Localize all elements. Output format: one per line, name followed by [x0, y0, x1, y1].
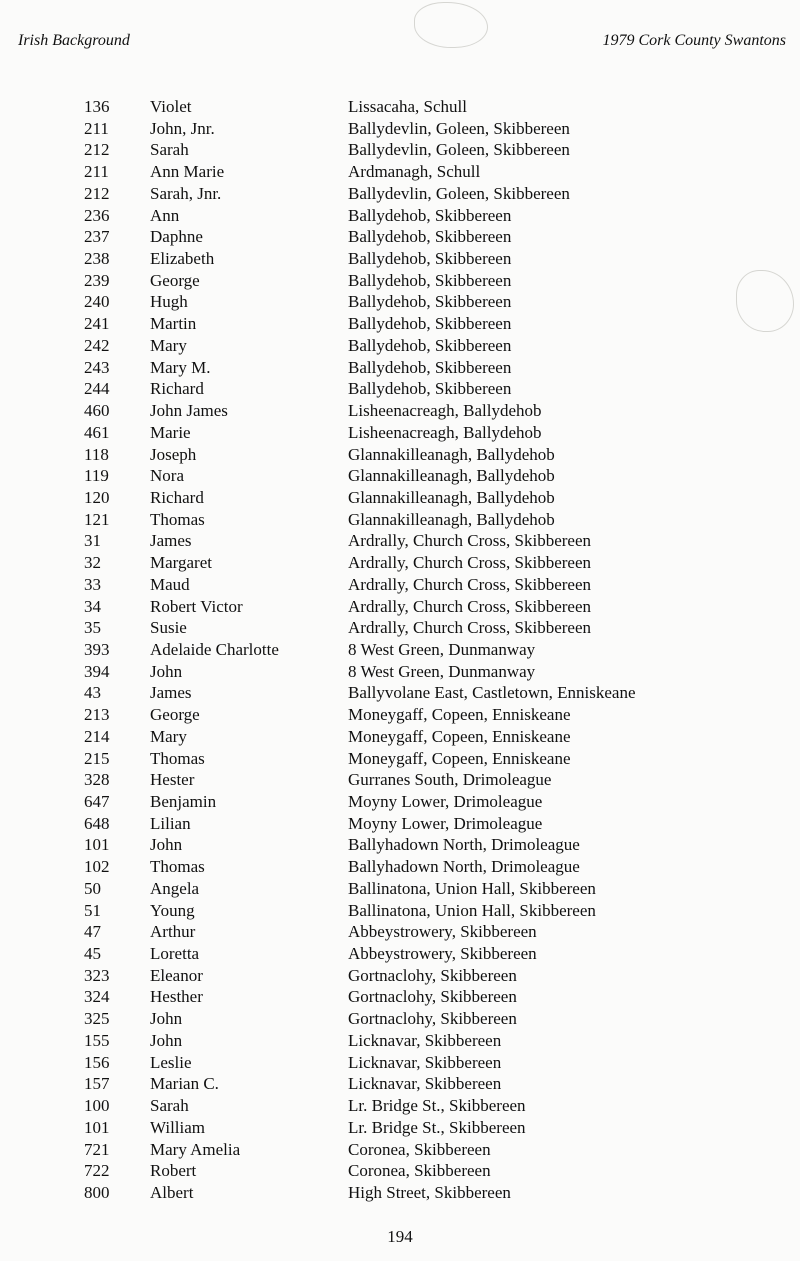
entry-name: Elizabeth: [150, 249, 215, 269]
entry-place: Glannakilleanagh, Ballydehob: [348, 487, 555, 507]
entry-number: 461: [84, 422, 110, 442]
running-header-right: 1979 Cork County Swantons: [602, 32, 786, 49]
entry-number: 241: [84, 314, 110, 334]
entry-number: 100: [84, 1096, 110, 1116]
entry-place: Ardrally, Church Cross, Skibbereen: [348, 553, 591, 573]
entry-place: Abbeystrowery, Skibbereen: [348, 944, 537, 964]
list-item: [0, 921, 800, 943]
list-item: [0, 986, 800, 1008]
entry-place: Glannakilleanagh, Ballydehob: [348, 466, 555, 486]
entry-place: Gortnaclohy, Skibbereen: [348, 987, 517, 1007]
entry-number: 323: [84, 965, 110, 985]
entry-place: Gortnaclohy, Skibbereen: [348, 1009, 517, 1029]
entry-name: Marie: [150, 422, 191, 442]
entry-number: 136: [84, 97, 110, 116]
entry-name: John: [150, 835, 183, 855]
entry-number: 328: [84, 770, 110, 790]
entry-number: 238: [84, 249, 110, 269]
entry-number: 33: [84, 574, 101, 594]
entry-name: Mary: [150, 726, 187, 746]
list-item: [0, 834, 800, 856]
entry-place: Ballydehob, Skibbereen: [348, 249, 512, 269]
entry-place: Ballydehob, Skibbereen: [348, 270, 512, 290]
entry-number: 242: [84, 335, 110, 355]
entry-name: Richard: [150, 379, 204, 399]
list-item: [0, 1008, 800, 1030]
entry-number: 244: [84, 379, 110, 399]
entry-name: Hesther: [150, 987, 203, 1007]
entry-number: 211: [84, 162, 109, 182]
entry-name: Sarah: [150, 1096, 189, 1116]
entry-name: Maud: [150, 574, 190, 594]
entry-number: 50: [84, 878, 101, 898]
entry-name: Benjamin: [150, 792, 217, 811]
list-item: [0, 139, 800, 161]
entry-name: Marian C.: [150, 1074, 219, 1094]
entry-number: 155: [84, 1030, 110, 1050]
list-item: [0, 661, 800, 683]
entry-number: 47: [84, 922, 101, 942]
list-item: [0, 769, 800, 791]
entry-name: Martin: [150, 314, 197, 334]
list-item: [0, 313, 800, 335]
list-item: [0, 1052, 800, 1074]
entry-place: Ballinatona, Union Hall, Skibbereen: [348, 900, 596, 920]
entry-place: Ardrally, Church Cross, Skibbereen: [348, 574, 591, 594]
entry-place: Gortnaclohy, Skibbereen: [348, 965, 517, 985]
entry-place: Glannakilleanagh, Ballydehob: [348, 509, 555, 529]
list-item: [0, 96, 800, 118]
entry-number: 236: [84, 205, 110, 225]
entry-place: Ballydehob, Skibbereen: [348, 357, 512, 377]
entry-place: Ballyvolane East, Castletown, Enniskeane: [348, 683, 636, 703]
entry-number: 325: [84, 1009, 110, 1029]
entry-name: Thomas: [150, 509, 205, 529]
list-item: [0, 726, 800, 748]
list-item: [0, 118, 800, 140]
list-item: [0, 422, 800, 444]
entry-place: Ardrally, Church Cross, Skibbereen: [348, 531, 591, 551]
list-item: [0, 357, 800, 379]
entry-number: 156: [84, 1052, 110, 1072]
entry-place: Ballinatona, Union Hall, Skibbereen: [348, 878, 596, 898]
entry-number: 34: [84, 596, 101, 616]
entry-number: 45: [84, 944, 101, 964]
list-item: [0, 878, 800, 900]
list-item: [0, 205, 800, 227]
list-item: [0, 161, 800, 183]
entry-name: John James: [150, 401, 228, 421]
entry-number: 31: [84, 531, 101, 551]
entry-place: Ballydehob, Skibbereen: [348, 335, 512, 355]
entry-name: Thomas: [150, 857, 205, 877]
entry-place: Ardrally, Church Cross, Skibbereen: [348, 596, 591, 616]
entry-number: 119: [84, 466, 109, 486]
entry-number: 722: [84, 1161, 110, 1181]
list-item: [0, 574, 800, 596]
entry-place: Moneygaff, Copeen, Enniskeane: [348, 705, 571, 725]
entry-name: Mary Amelia: [150, 1139, 241, 1159]
entry-name: Adelaide Charlotte: [150, 639, 279, 659]
entry-number: 157: [84, 1074, 110, 1094]
entry-name: Angela: [150, 878, 200, 898]
entry-place: Ballydehob, Skibbereen: [348, 292, 512, 312]
list-item: [0, 596, 800, 618]
entry-number: 120: [84, 487, 110, 507]
entry-place: Ballydehob, Skibbereen: [348, 314, 512, 334]
entry-place: Abbeystrowery, Skibbereen: [348, 922, 537, 942]
list-item: [0, 639, 800, 661]
list-item: [0, 226, 800, 248]
list-item: [0, 791, 800, 813]
entry-place: Lr. Bridge St., Skibbereen: [348, 1117, 526, 1137]
list-item: [0, 530, 800, 552]
entry-name: John: [150, 661, 183, 681]
entry-number: 648: [84, 813, 110, 833]
list-item: [0, 748, 800, 770]
list-item: [0, 1073, 800, 1095]
entry-place: Ardmanagh, Schull: [348, 162, 481, 182]
entry-place: Ballydehob, Skibbereen: [348, 379, 512, 399]
list-item: [0, 465, 800, 487]
list-item: [0, 400, 800, 422]
list-item: [0, 1117, 800, 1139]
entry-number: 237: [84, 227, 110, 247]
entry-place: Ballydehob, Skibbereen: [348, 227, 512, 247]
list-item: [0, 1160, 800, 1182]
list-item: [0, 1095, 800, 1117]
list-item: [0, 183, 800, 205]
entry-number: 240: [84, 292, 110, 312]
list-item: [0, 704, 800, 726]
entry-place: Moyny Lower, Drimoleague: [348, 792, 543, 811]
list-item: [0, 682, 800, 704]
entry-name: William: [150, 1117, 206, 1137]
entry-place: 8 West Green, Dunmanway: [348, 639, 536, 659]
entry-number: 215: [84, 748, 110, 768]
entry-name: Young: [150, 900, 195, 920]
entry-number: 800: [84, 1182, 110, 1202]
paper-stain: [414, 2, 488, 48]
list-item: [0, 1182, 800, 1204]
entry-place: Coronea, Skibbereen: [348, 1139, 491, 1159]
entry-number: 213: [84, 705, 110, 725]
entry-number: 721: [84, 1139, 110, 1159]
entry-number: 32: [84, 553, 101, 573]
entry-name: John: [150, 1009, 183, 1029]
entry-number: 121: [84, 509, 110, 529]
list-item: [0, 509, 800, 531]
entry-place: Lisheenacreagh, Ballydehob: [348, 422, 542, 442]
entry-name: Daphne: [150, 227, 203, 247]
entry-name: Eleanor: [150, 965, 203, 985]
entry-number: 101: [84, 1117, 110, 1137]
entry-name: Ann: [150, 205, 180, 225]
entry-number: 324: [84, 987, 110, 1007]
entry-place: 8 West Green, Dunmanway: [348, 661, 536, 681]
entry-number: 393: [84, 639, 110, 659]
list-item: [0, 291, 800, 313]
list-item: [0, 487, 800, 509]
entry-place: Ardrally, Church Cross, Skibbereen: [348, 618, 591, 638]
list-item: [0, 1030, 800, 1052]
entry-place: Lissacaha, Schull: [348, 97, 467, 116]
list-item: [0, 813, 800, 835]
entry-number: 211: [84, 118, 109, 138]
entry-number: 212: [84, 140, 110, 160]
entry-name: Richard: [150, 487, 204, 507]
swanton-entry-list: [0, 96, 800, 1204]
list-item: [0, 943, 800, 965]
entry-number: 43: [84, 683, 101, 703]
entry-place: Ballydehob, Skibbereen: [348, 205, 512, 225]
entry-number: 102: [84, 857, 110, 877]
list-item: [0, 270, 800, 292]
entry-number: 35: [84, 618, 101, 638]
entry-place: Ballydevlin, Goleen, Skibbereen: [348, 140, 570, 160]
entry-name: Robert Victor: [150, 596, 243, 616]
entry-number: 394: [84, 661, 110, 681]
entry-number: 214: [84, 726, 110, 746]
list-item: [0, 900, 800, 922]
entry-name: Hugh: [150, 292, 188, 312]
entry-name: Joseph: [150, 444, 197, 464]
entry-name: Loretta: [150, 944, 200, 964]
entry-number: 243: [84, 357, 110, 377]
list-item: [0, 552, 800, 574]
running-header-left: Irish Background: [18, 32, 130, 49]
entry-place: Licknavar, Skibbereen: [348, 1052, 502, 1072]
list-item: [0, 378, 800, 400]
entry-place: Ballydevlin, Goleen, Skibbereen: [348, 118, 570, 138]
entry-name: George: [150, 705, 200, 725]
entry-place: Moneygaff, Copeen, Enniskeane: [348, 748, 571, 768]
list-item: [0, 335, 800, 357]
entry-name: George: [150, 270, 200, 290]
list-item: [0, 248, 800, 270]
entry-place: Licknavar, Skibbereen: [348, 1074, 502, 1094]
entry-place: Coronea, Skibbereen: [348, 1161, 491, 1181]
entry-name: John: [150, 1030, 183, 1050]
entry-name: Arthur: [150, 922, 196, 942]
entry-place: Lr. Bridge St., Skibbereen: [348, 1096, 526, 1116]
entry-number: 101: [84, 835, 110, 855]
entry-name: Nora: [150, 466, 184, 486]
entry-name: Sarah, Jnr.: [150, 183, 222, 203]
entry-place: Lisheenacreagh, Ballydehob: [348, 401, 542, 421]
entry-number: 51: [84, 900, 101, 920]
entry-place: Gurranes South, Drimoleague: [348, 770, 552, 790]
entry-place: Glannakilleanagh, Ballydehob: [348, 444, 555, 464]
entry-place: Licknavar, Skibbereen: [348, 1030, 502, 1050]
entry-name: James: [150, 531, 192, 551]
entry-name: Ann Marie: [150, 162, 225, 182]
list-item: [0, 856, 800, 878]
entry-name: Leslie: [150, 1052, 192, 1072]
entry-name: Robert: [150, 1161, 197, 1181]
list-item: [0, 617, 800, 639]
entry-place: Ballyhadown North, Drimoleague: [348, 835, 580, 855]
entry-name: Hester: [150, 770, 195, 790]
entry-name: Mary: [150, 335, 187, 355]
entry-name: John, Jnr.: [150, 118, 215, 138]
entry-number: 460: [84, 401, 110, 421]
entry-number: 647: [84, 792, 110, 811]
entry-number: 212: [84, 183, 110, 203]
entry-number: 118: [84, 444, 109, 464]
entry-place: Ballydevlin, Goleen, Skibbereen: [348, 183, 570, 203]
entry-number: 239: [84, 270, 110, 290]
entry-name: Mary M.: [150, 357, 211, 377]
entry-name: Thomas: [150, 748, 205, 768]
entry-name: Sarah: [150, 140, 189, 160]
list-item: [0, 444, 800, 466]
entry-name: James: [150, 683, 192, 703]
entry-place: Ballyhadown North, Drimoleague: [348, 857, 580, 877]
entry-name: Margaret: [150, 553, 212, 573]
entry-name: Lilian: [150, 813, 191, 833]
entry-name: Albert: [150, 1182, 194, 1202]
entry-place: Moyny Lower, Drimoleague: [348, 813, 543, 833]
entry-place: High Street, Skibbereen: [348, 1182, 511, 1202]
entry-name: Susie: [150, 618, 187, 638]
page-number: 194: [387, 1227, 413, 1246]
entry-place: Moneygaff, Copeen, Enniskeane: [348, 726, 571, 746]
list-item: [0, 965, 800, 987]
entry-name: Violet: [150, 97, 192, 116]
list-item: [0, 1139, 800, 1161]
